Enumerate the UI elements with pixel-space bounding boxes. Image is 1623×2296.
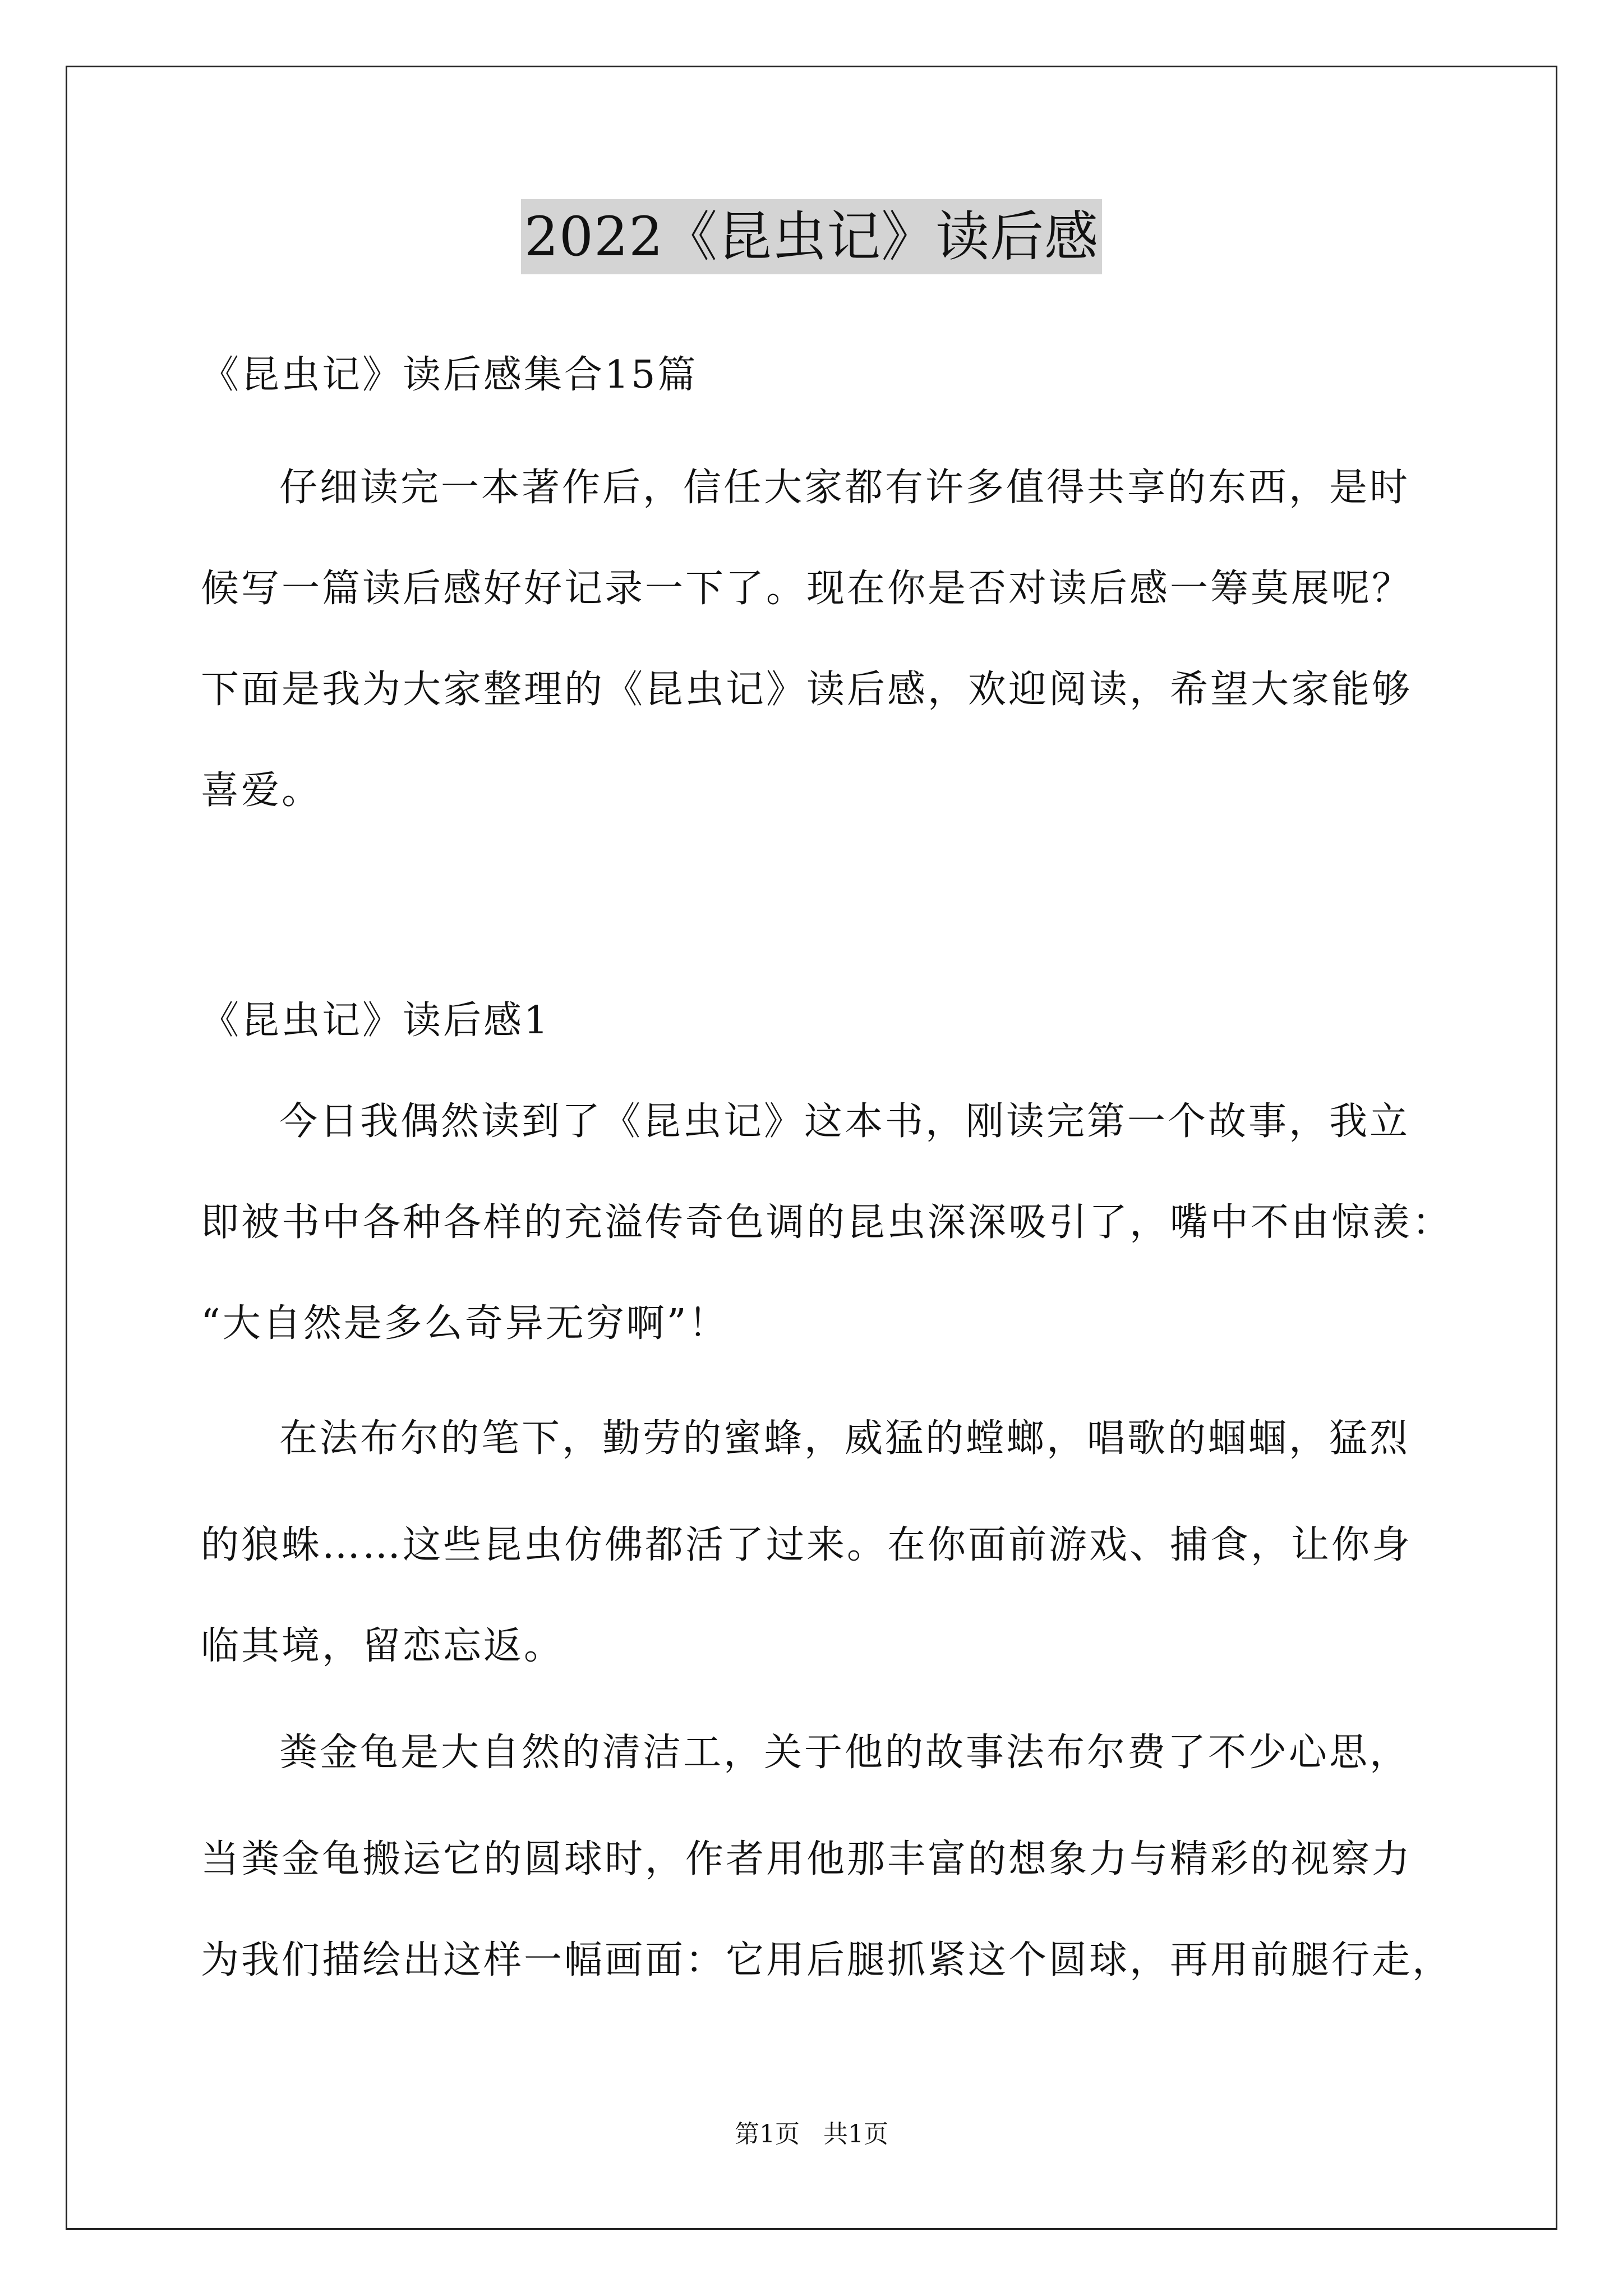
para2-line-3: 临其境，留恋忘返。 [201,1624,565,1668]
para1-line-3: “大自然是多么奇异无穷啊”！ [201,1301,729,1346]
intro-line-3: 下面是我为大家整理的《昆虫记》读后感，欢迎阅读，希望大家能够 [201,668,1413,712]
intro-line-4: 喜爱。 [201,769,322,813]
intro-line-1: 仔细读完一本著作后，信任大家都有许多值得共享的东西，是时 [279,466,1410,510]
document-title: 2022《昆虫记》读后感 [521,199,1102,274]
page-footer: 第1页 共1页 [735,2120,888,2148]
para3-line-2: 当粪金龟搬运它的圆球时，作者用他那丰富的想象力与精彩的视察力 [201,1837,1413,1881]
title-container [0,199,1623,274]
para2-line-1: 在法布尔的笔下，勤劳的蜜蜂，威猛的螳螂，唱歌的蝈蝈，猛烈 [279,1416,1410,1461]
para3-line-1: 粪金龟是大自然的清洁工，关于他的故事法布尔费了不少心思， [279,1731,1410,1775]
para1-line-1: 今日我偶然读到了《昆虫记》这本书，刚读完第一个故事，我立 [279,1099,1410,1144]
para1-line-2: 即被书中各种各样的充溢传奇色调的昆虫深深吸引了，嘴中不由惊羡： [201,1200,1453,1245]
intro-line-2: 候写一篇读后感好好记录一下了。现在你是否对读后感一筹莫展呢？ [201,567,1413,611]
para2-line-2: 的狼蛛……这些昆虫仿佛都活了过来。在你面前游戏、捕食，让你身 [201,1523,1413,1567]
para3-line-3: 为我们描绘出这样一幅画面：它用后腿抓紧这个圆球，再用前腿行走， [201,1938,1453,1982]
document-subtitle: 《昆虫记》读后感集合15篇 [201,353,698,397]
section-heading: 《昆虫记》读后感1 [201,999,551,1043]
